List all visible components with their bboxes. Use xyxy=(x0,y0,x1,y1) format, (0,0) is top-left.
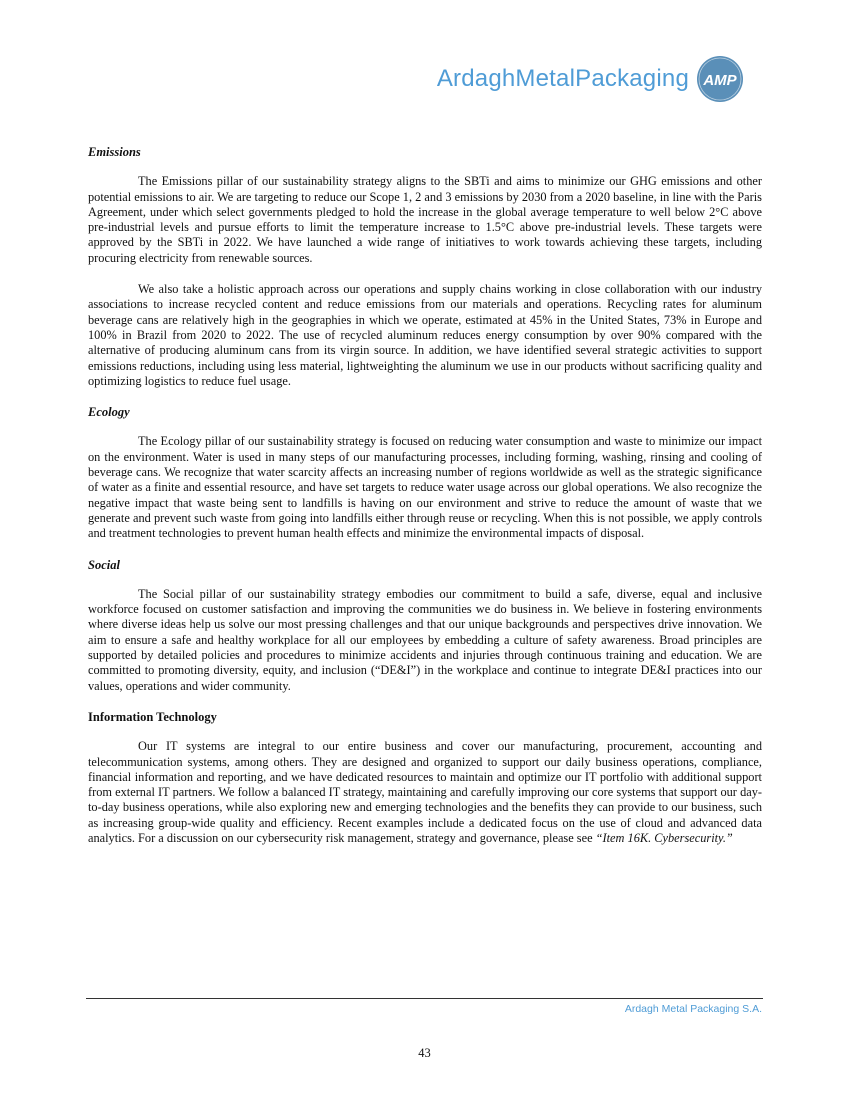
footer-divider xyxy=(86,998,763,999)
logo-word-ardagh: Ardagh xyxy=(436,65,516,92)
paragraph-information-technology xyxy=(88,739,762,846)
heading-information-technology: Information Technology xyxy=(88,709,217,724)
heading-ecology: Ecology xyxy=(88,405,130,420)
paragraph-emissions-1: The Emissions pillar of our sustainability strategy aligns to the SBTi and aims to minimize our GHG emissions and other potential emissions to air. We are targeting to reduce our Scope 1, 2 and 3 emissions by 2030 from a 2020 baseline, in line with the Paris Agreement, under which select governments pledged to hold the increase in the global average temperature to well below 2°C above pre-industrial levels and pursue efforts to limit the temperature increase to 1.5°C above pre-industrial levels. These targets were approved by the SBTi in 2022. We have launched a wide range of initiatives to work towards achieving these targets, including procuring electricity from renewable sources. xyxy=(88,174,762,265)
page-number: 43 xyxy=(418,1046,431,1060)
document-body xyxy=(88,145,762,862)
logo-word-metal: Metal xyxy=(515,65,576,92)
company-logo xyxy=(437,54,745,104)
paragraph-emissions-2: We also take a holistic approach across our operations and supply chains working in close collaboration with our industry associations to increase recycled content and reduce emissions from our materials and operations. Recycling rates for aluminum beverage cans are relatively high in the geographies in which we operate, estimated at 45% in the United States, 73% in Europe and 100% in Brazil from 2020 to 2022. The use of recycled aluminum reduces energy consumption by over 90% compared with the alternative of producing aluminum cans from its virgin source. In addition, we have identified several strategic activities to support emissions reductions, including using less material, lightweighting the aluminum we use in our products without sacrificing quality and optimizing logistics to reduce fuel usage. xyxy=(88,282,762,388)
heading-social: Social xyxy=(88,557,120,572)
amp-monogram-icon xyxy=(695,54,745,104)
logo-monogram-text: AMP xyxy=(703,72,737,89)
footer-company-name: Ardagh Metal Packaging S.A. xyxy=(624,1003,762,1015)
heading-emissions: Emissions xyxy=(88,145,141,159)
logo-word-packaging: Packaging xyxy=(575,65,689,92)
paragraph-social: The Social pillar of our sustainability strategy embodies our commitment to build a safe, diverse, equal and inclusive workforce focused on customer satisfaction and improving the communities we do business in. We believe in fostering environments where diverse ideas help us solve our most pressing challenges and that our unique backgrounds and perspectives drive innovation. We aim to ensure a safe and healthy workplace for all our employees by embedding a culture of safety awareness. Broad principles are supported by detailed policies and procedures to minimize accidents and injuries through continuous training and education. We are committed to promoting diversity, equity, and inclusion (“DE&I”) in the workplace and continue to integrate DE&I practices into our values, operations and wider community. xyxy=(88,586,762,693)
logo-wordmark xyxy=(437,65,689,93)
paragraph-ecology: The Ecology pillar of our sustainability strategy is focused on reducing water consumption and waste to minimize our impact on the environment. Water is used in many steps of our manufacturing processes, including forming, washing, rinsing and cooling of beverage cans. We recognize that water scarcity affects an increasing number of regions worldwide as well as the strategic significance of water as a finite and essential resource, and have set targets to reduce water usage across our global operations. We also recognize the negative impact that waste being sent to landfills is having on our environment and strive to reduce the amount of waste that we generate and prevent such waste from going into landfills either through reuse or recycling. When this is not possible, we apply controls and treatment technologies to prevent human health effects and minimize the environmental impacts of disposal. xyxy=(88,434,762,541)
cross-reference-cybersecurity: “Item 16K. Cybersecurity.” xyxy=(595,830,733,845)
paragraph-it-text: Our IT systems are integral to our entire business and cover our manufacturing, procurement, accounting and telecommunication systems, among others. They are designed and organized to support our daily business operations, compliance, financial information and reporting, and we have dedicated resources to maintain and optimize our IT portfolio with additional support from external IT partners. We follow a balanced IT strategy, maintaining and carefully improving our core systems that support our day-to-day business operations, while also exploring new and emerging technologies and the benefits they can provide to our business, such as increasing group-wide quality and efficiency. Recent examples include a dedicated focus on the use of cloud and advanced data analytics. For a discussion on our cybersecurity risk management, strategy and governance, please see xyxy=(88,739,762,845)
